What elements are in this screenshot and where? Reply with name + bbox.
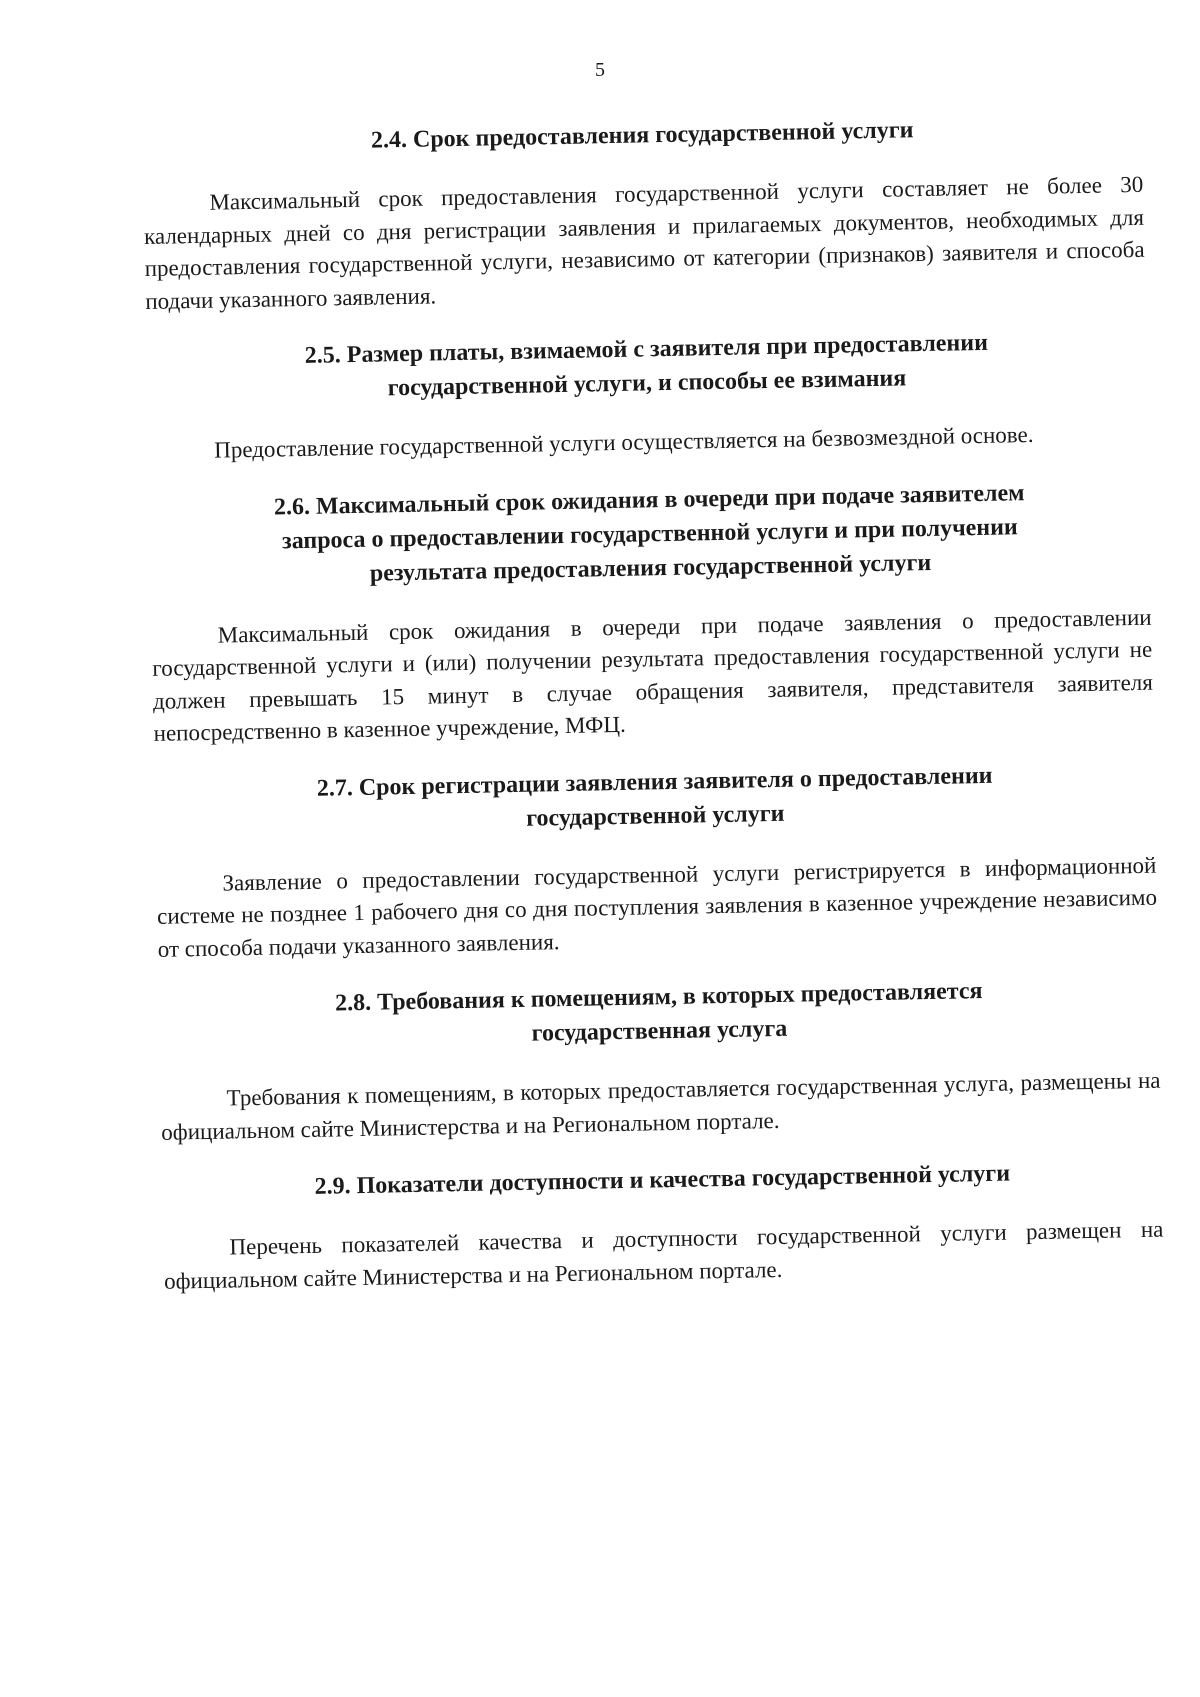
section-heading [154,755,1155,842]
section-2-6 [149,473,1154,750]
section-2-7 [154,755,1157,966]
section-paragraph: Требования к помещениям, в которых предоставляется государственная услуга, размещены на официальном сайте Министерства и на Региональном портале. [161,1067,1161,1145]
heading-line: государственная услуга [531,1015,788,1047]
heading-line: результата предоставления государственной услуги [369,549,932,587]
heading-line: государственной услуги [525,800,785,832]
section-paragraph: Максимальный срок предоставления государственной услуги составляет не более 30 календарных дней со дня регистрации заявления и прилагаемых документов, необходимых для предоставления государственной услуги, независимо от категории (признаков) заявителя и способа подачи указанного заявления. [143,171,1145,314]
heading-line: 2.4. Срок предоставления государственной услуги [370,117,914,154]
section-heading [142,109,1142,162]
section-heading [159,971,1160,1058]
section-paragraph: Перечень показателей качества и доступности государственной услуги размещен на официальном сайте Министерства и на Региональном портале. [163,1216,1164,1294]
page-number: 5 [595,59,605,81]
heading-line: 2.9. Показатели доступности и качества государственной услуги [314,1160,1011,1200]
heading-line: государственной услуги, и способы ее взимания [387,365,907,402]
section-paragraph: Максимальный срок ожидания в очереди при подаче заявления о предоставлении государственной услуги и (или) получении результата предоставления государственной услуги не должен превышать 15 минут в случае обращения заявителя, представителя заявителя непосредственно в казенное учреждение, МФЦ. [152,604,1154,746]
heading-line: 2.5. Размер платы, взимаемой с заявителя при предоставлении [304,329,989,369]
section-2-8 [159,971,1162,1149]
section-paragraph: Заявление о предоставлении государственной услуги регистрируется в информационной системе не позднее 1 рабочего дня со дня поступления заявления в казенное учреждение независимо от способа подачи указанного заявления. [156,852,1158,962]
heading-line: запроса о предоставлении государственной услуги и при получении [281,513,1018,554]
heading-line: 2.7. Срок регистрации заявления заявителя о предоставлении [316,762,993,802]
section-paragraph: Предоставление государственной услуги осуществляется на безвозмездной основе. [213,421,1034,463]
section-2-9 [162,1154,1164,1298]
section-heading [146,323,1147,410]
section-2-5 [146,323,1148,469]
heading-line: 2.8. Требования к помещениям, в которых предоставляется [334,978,983,1017]
heading-line: 2.6. Максимальный срок ожидания в очереди при подаче заявителем [273,479,1025,521]
section-2-4 [142,109,1145,318]
document-body [142,109,1165,1322]
section-heading [162,1154,1162,1207]
section-heading [149,473,1151,594]
